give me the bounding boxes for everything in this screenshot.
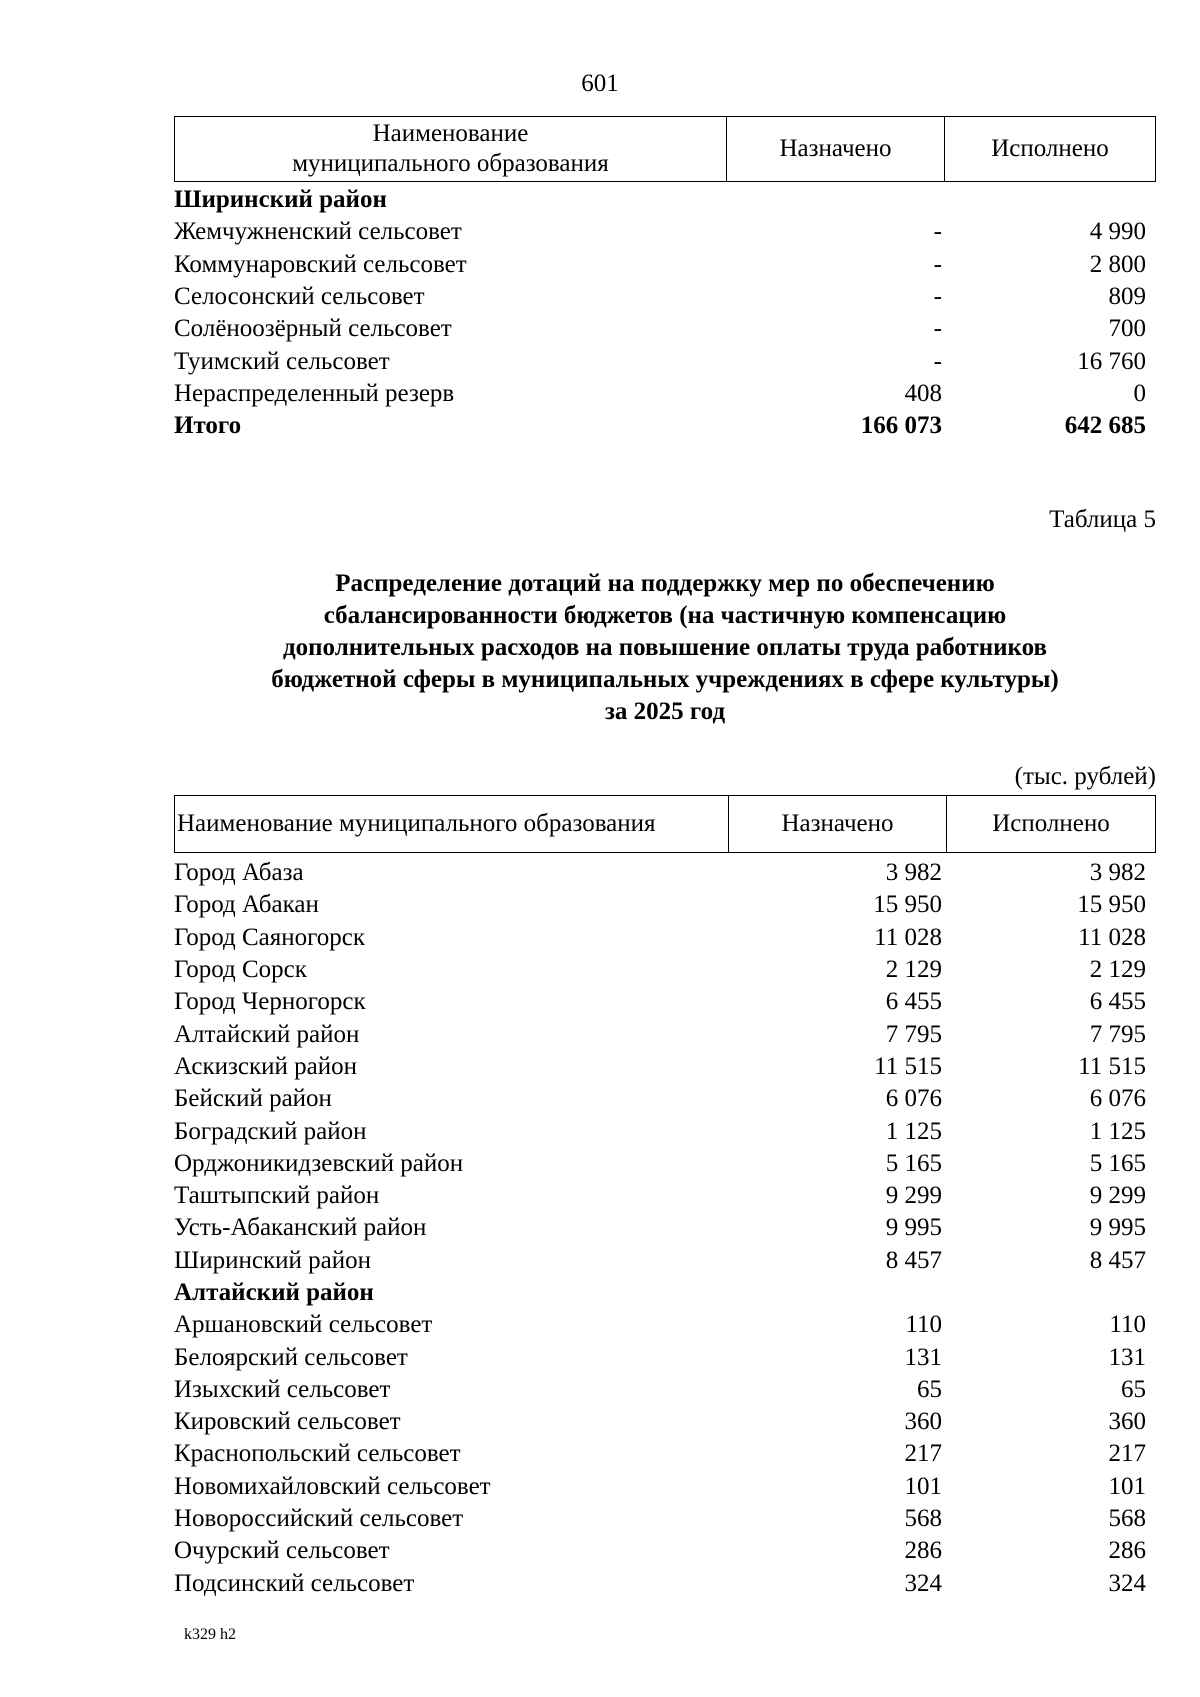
- table-row: [174, 1341, 1156, 1373]
- row-name: Жемчужненский сельсовет: [174, 218, 462, 246]
- row-executed: 568: [1108, 1505, 1146, 1533]
- table-row: [174, 857, 1156, 889]
- table-row: [174, 1503, 1156, 1535]
- row-executed: 11 515: [1078, 1052, 1146, 1080]
- row-assigned: -: [933, 218, 942, 246]
- row-name: Ширинский район: [174, 186, 387, 214]
- table-row: [174, 1374, 1156, 1406]
- table1-header-name-line1: Наименование: [372, 120, 529, 147]
- table-title-line: бюджетной сферы в муниципальных учреждениях в сфере культуры): [271, 666, 1059, 693]
- row-assigned: 9 995: [885, 1214, 942, 1242]
- row-executed: 11 028: [1078, 923, 1146, 951]
- row-assigned: 2 129: [885, 956, 942, 984]
- table-row: [174, 986, 1156, 1018]
- row-executed: 5 165: [1089, 1149, 1146, 1177]
- row-executed: 0: [1133, 379, 1146, 407]
- table-row: [174, 1148, 1156, 1180]
- row-name: Новомихайловский сельсовет: [174, 1472, 491, 1500]
- total-row: [174, 410, 1156, 442]
- table-row: [174, 1568, 1156, 1600]
- table2-body: [174, 857, 1156, 1600]
- row-name: Город Абаза: [174, 859, 304, 887]
- row-executed: 286: [1108, 1537, 1146, 1565]
- row-executed: 2 129: [1089, 956, 1146, 984]
- units-label: (тыс. рублей): [1014, 763, 1156, 790]
- row-executed: 324: [1108, 1569, 1146, 1597]
- row-executed: 1 125: [1089, 1117, 1146, 1145]
- table1-header-assigned: Назначено: [727, 117, 945, 181]
- table-row: [174, 1018, 1156, 1050]
- row-name: Очурский сельсовет: [174, 1537, 390, 1565]
- table-row: [174, 1180, 1156, 1212]
- row-executed: 131: [1108, 1343, 1146, 1371]
- row-assigned: 568: [904, 1505, 942, 1533]
- table-row: [174, 1115, 1156, 1147]
- table-row: [174, 1471, 1156, 1503]
- table2-header-name: Наименование муниципального образования: [175, 796, 729, 852]
- table-row: [174, 1309, 1156, 1341]
- row-name: Краснопольский сельсовет: [174, 1440, 461, 1468]
- row-name: Солёноозёрный сельсовет: [174, 315, 452, 343]
- table2-header-executed: Исполнено: [992, 810, 1110, 837]
- row-assigned: -: [933, 250, 942, 278]
- table-row: [174, 1406, 1156, 1438]
- row-executed: 101: [1108, 1472, 1146, 1500]
- row-name: Белоярский сельсовет: [174, 1343, 408, 1371]
- row-executed: 9 299: [1089, 1182, 1146, 1210]
- table-row: [174, 1535, 1156, 1567]
- row-name: Ширинский район: [174, 1246, 371, 1274]
- row-assigned: 110: [905, 1311, 942, 1339]
- row-name: Бейский район: [174, 1085, 332, 1113]
- row-name: Боградский район: [174, 1117, 367, 1145]
- row-executed: 3 982: [1089, 859, 1146, 887]
- row-executed: 8 457: [1089, 1246, 1146, 1274]
- table-label: Таблица 5: [1049, 506, 1156, 533]
- row-assigned: 6 455: [885, 988, 942, 1016]
- table1-header-name-line2: муниципального образования: [292, 150, 609, 177]
- row-executed: 642 685: [1064, 412, 1146, 440]
- page-number: 601: [581, 70, 619, 97]
- row-executed: 15 950: [1077, 891, 1146, 919]
- row-name: Подсинский сельсовет: [174, 1569, 415, 1597]
- row-name: Аскизский район: [174, 1052, 358, 1080]
- row-name: Город Саяногорск: [174, 923, 366, 951]
- row-assigned: 65: [917, 1375, 942, 1403]
- table-title-line: за 2025 год: [604, 698, 726, 725]
- row-assigned: 9 299: [885, 1182, 942, 1210]
- row-assigned: 131: [904, 1343, 942, 1371]
- row-name: Алтайский район: [174, 1279, 374, 1306]
- row-assigned: 101: [904, 1472, 942, 1500]
- group-row: [174, 1277, 1156, 1309]
- table1-header: [174, 116, 1156, 182]
- row-assigned: 360: [904, 1408, 942, 1436]
- row-executed: 6 455: [1089, 988, 1146, 1016]
- row-assigned: -: [933, 347, 942, 375]
- row-executed: 16 760: [1077, 347, 1146, 375]
- row-name: Алтайский район: [174, 1020, 360, 1048]
- row-name: Усть-Абаканский район: [174, 1214, 427, 1242]
- row-name: Селосонский сельсовет: [174, 283, 425, 311]
- row-assigned: 324: [904, 1569, 942, 1597]
- table1-body: [174, 184, 1156, 442]
- table-row: [174, 954, 1156, 986]
- row-name: Город Черногорск: [174, 988, 366, 1016]
- table-row: [174, 345, 1156, 377]
- row-name: Туимский сельсовет: [174, 347, 390, 375]
- table-title-line: дополнительных расходов на повышение оплаты труда работников: [282, 634, 1048, 661]
- table-title-line: сбалансированности бюджетов (на частичную компенсацию: [323, 602, 1007, 629]
- table-row: [174, 1083, 1156, 1115]
- table-row: [174, 378, 1156, 410]
- row-executed: 65: [1121, 1375, 1146, 1403]
- table1-header-name: [175, 117, 727, 181]
- footer-code: k329 h2: [184, 1626, 236, 1643]
- table-row: [174, 1212, 1156, 1244]
- row-assigned: 11 028: [874, 923, 942, 951]
- row-assigned: 166 073: [860, 412, 942, 440]
- row-assigned: 6 076: [885, 1085, 942, 1113]
- row-name: Город Абакан: [174, 891, 319, 919]
- table-row: [174, 922, 1156, 954]
- row-name: Кировский сельсовет: [174, 1408, 401, 1436]
- row-executed: 809: [1108, 283, 1146, 311]
- table-row: [174, 1438, 1156, 1470]
- row-name: Новороссийский сельсовет: [174, 1505, 464, 1533]
- row-name: Орджоникидзевский район: [174, 1149, 464, 1177]
- row-name: Итого: [174, 412, 242, 440]
- row-executed: 9 995: [1089, 1214, 1146, 1242]
- row-assigned: 15 950: [873, 891, 942, 919]
- row-executed: 700: [1108, 315, 1146, 343]
- group-row: [174, 184, 1156, 216]
- table-row: [174, 313, 1156, 345]
- table-title: [174, 568, 1156, 728]
- row-executed: 4 990: [1089, 218, 1146, 246]
- table-row: [174, 1051, 1156, 1083]
- row-executed: 217: [1108, 1440, 1146, 1468]
- row-name: Город Сорск: [174, 956, 307, 984]
- row-name: Изыхский сельсовет: [174, 1375, 391, 1403]
- table2-header-assigned: Назначено: [729, 796, 947, 852]
- table2-header: [174, 795, 1156, 853]
- table-title-line: Распределение дотаций на поддержку мер по обеспечению: [335, 570, 995, 597]
- row-assigned: 7 795: [885, 1020, 942, 1048]
- row-assigned: 286: [904, 1537, 942, 1565]
- table-row: [174, 249, 1156, 281]
- row-name: Таштыпский район: [174, 1182, 380, 1210]
- row-assigned: 408: [904, 379, 942, 407]
- row-executed: 2 800: [1089, 250, 1146, 278]
- row-name: Нераспределенный резерв: [174, 379, 455, 407]
- row-assigned: -: [933, 315, 942, 343]
- row-assigned: 217: [904, 1440, 942, 1468]
- row-assigned: 11 515: [874, 1052, 942, 1080]
- row-executed: 360: [1108, 1408, 1146, 1436]
- row-assigned: -: [933, 283, 942, 311]
- table1-header-executed: Исполнено: [991, 135, 1109, 162]
- table-row: [174, 281, 1156, 313]
- row-assigned: 5 165: [885, 1149, 942, 1177]
- row-executed: 6 076: [1089, 1085, 1146, 1113]
- row-assigned: 3 982: [885, 859, 942, 887]
- table-row: [174, 889, 1156, 921]
- row-executed: 110: [1109, 1311, 1146, 1339]
- table-row: [174, 216, 1156, 248]
- row-executed: 7 795: [1089, 1020, 1146, 1048]
- row-name: Аршановский сельсовет: [174, 1311, 433, 1339]
- row-assigned: 1 125: [885, 1117, 942, 1145]
- row-name: Коммунаровский сельсовет: [174, 250, 467, 278]
- row-assigned: 8 457: [885, 1246, 942, 1274]
- table-row: [174, 1245, 1156, 1277]
